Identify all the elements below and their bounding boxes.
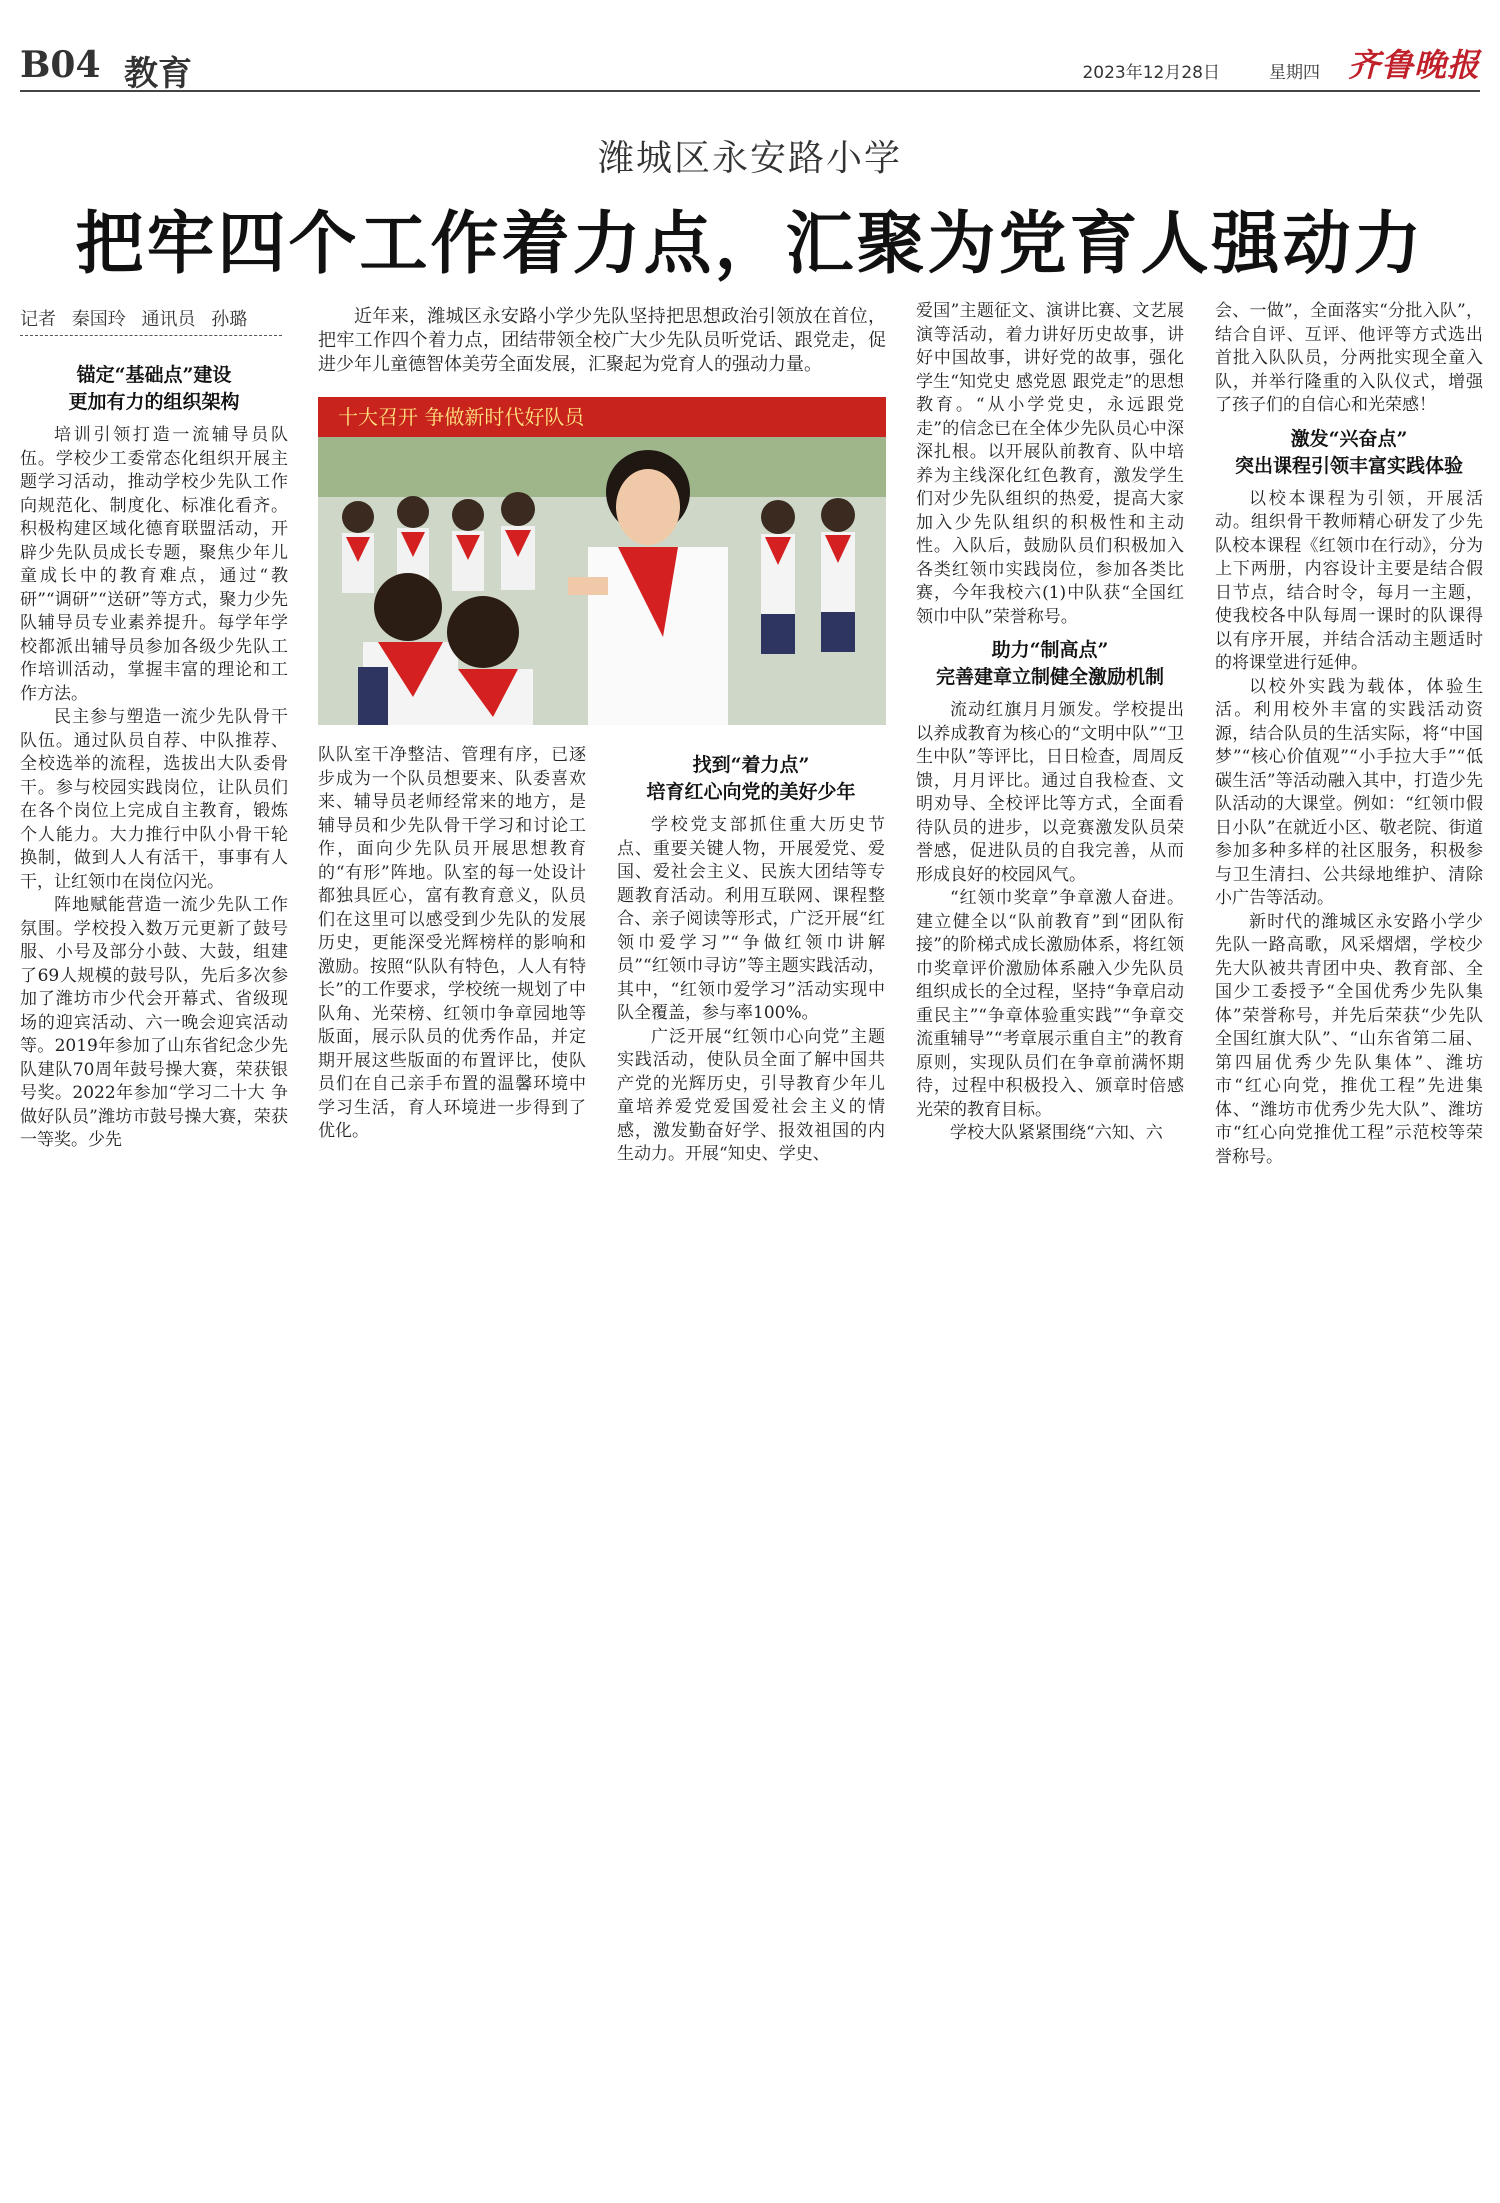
- section-heading-excitement: [1215, 426, 1483, 480]
- paragraph: 新时代的潍城区永安路小学少先队一路高歌，风采熠熠，学校少先大队被共青团中央、教育部、全国少工委授予“全国优秀少先队集体”荣誉称号，并先后荣获“少先队全国红旗大队”、“山东省第二届、第四届优秀少先队集体”、潍坊市“红心向党，推优工程”先进集体、“潍坊市优秀少先大队”、潍坊市“红心向党推优工程”示范校等荣誉称号。: [1215, 911, 1483, 1167]
- paragraph: 以校本课程为引领，开展活动。组织骨干教师精心研发了少先队校本课程《红领巾在行动》，分为上下两册，内容设计主要是结合假日节点，结合时令，每月一主题，使我校各中队每周一课时的队课得以有序开展，并结合活动主题适时的将课堂进行延伸。: [1215, 488, 1483, 673]
- article-lead: 近年来，潍城区永安路小学少先队坚持把思想政治引领放在首位，把牢工作四个着力点，团结带领全校广大少先队员听党话、跟党走，促进少年儿童德智体美劳全面发展，汇聚起为党育人的强动力量。: [318, 306, 886, 375]
- paragraph: 广泛开展“红领巾心向党”主题实践活动，使队员全面了解中国共产党的光辉历史，引导教育少年儿童培养爱党爱国爱社会主义的情感，激发勤奋好学、报效祖国的内生动力。开展“知史、学史、: [617, 1026, 885, 1164]
- paragraph: 培训引领打造一流辅导员队伍。学校少工委常态化组织开展主题学习活动，推动学校少先队工作向规范化、制度化、标准化看齐。积极构建区域化德育联盟活动，开辟少先队员成长专题，聚焦少年儿童成长中的教育难点，通过“教研”“调研”“送研”等方式，聚力少先队辅导员专业素养提升。每学年学校都派出辅导员参加各级少先队工作培训活动，掌握丰富的理论和工作方法。: [20, 425, 288, 704]
- column-4: [916, 300, 1184, 1146]
- paragraph: 学校党支部抓住重大历史节点、重要关键人物，开展爱党、爱国、爱社会主义、民族大团结等专题教育活动。利用互联网、课程整合、亲子阅读等形式，广泛开展“红领巾爱学习”“争做红领巾讲解员”“红领巾寻访”等主题实践活动，其中，“红领巾爱学习”活动实现中队全覆盖，参与率100%。: [617, 815, 885, 1023]
- paragraph: 爱国”主题征文、演讲比赛、文艺展演等活动，着力讲好历史故事，讲好中国故事，讲好党的故事，强化学生“知党史 感党恩 跟党走”的思想教育。“从小学党史，永远跟党走”的信念已在全体少先队员心中深深扎根。以开展队前教育、队中培养为主线深化红色教育，激发学生们对少先队组织的热爱，提高大家加入少先队组织的积极性和主动性。入队后，鼓励队员们积极加入各类红领巾实践岗位，参加各类比赛，今年我校六(1)中队获“全国红领巾中队”荣誉称号。: [916, 301, 1184, 627]
- heading-line-1: 锚定“基础点”建设: [76, 364, 232, 386]
- photo-illustration: [318, 397, 886, 725]
- article-headline: 把牢四个工作着力点，汇聚为党育人强动力: [75, 204, 1425, 284]
- paragraph: 阵地赋能营造一流少先队工作氛围。学校投入数万元更新了鼓号服、小号及部分小鼓、大鼓，组建了69人规模的鼓号队，先后多次参加了潍坊市少代会开幕式、省级现场的迎宾活动、六一晚会迎宾活动等。2019年参加了山东省纪念少先队建队70周年鼓号操大赛，荣获银号奖。2022年参加“学习二十大 争做好队员”潍坊市鼓号操大赛，荣获一等奖。少先: [20, 895, 288, 1150]
- section-heading-foundation: [20, 362, 288, 416]
- issue-date: 2023年12月28日: [1082, 63, 1220, 83]
- page-number: B04: [20, 44, 101, 86]
- column-3: [617, 744, 885, 1167]
- byline-role-correspondent: 通讯员: [141, 309, 196, 330]
- paragraph: “红领巾奖章”争章激人奋进。建立健全以“队前教育”到“团队衔接”的阶梯式成长激励体系，将红领巾奖章评价激励体系融入少先队员组织成长的全过程，坚持“争章启动重民主”“争章体验重实践”“争章交流重辅导”“考章展示重自主”的教育原则，实现队员们在争章前满怀期待，过程中积极投入、颁章时倍感光荣的教育目标。: [916, 888, 1184, 1120]
- paragraph: 民主参与塑造一流少先队骨干队伍。通过队员自荐、中队推荐、全校选举的流程，选拔出大队委骨干。参与校园实践岗位，让队员们在各个岗位上完成自主教育，锻炼个人能力。大力推行中队小骨干轮换制，做到人人有活干，事事有人干，让红领巾在岗位闪光。: [20, 707, 288, 892]
- article-subtitle: 潍城区永安路小学: [597, 138, 902, 179]
- byline: [20, 305, 282, 336]
- issue-weekday: 星期四: [1269, 63, 1320, 83]
- heading-line-1: 找到“着力点”: [692, 754, 810, 776]
- heading-line-2: 培育红心向党的美好少年: [646, 781, 856, 803]
- heading-line-1: 激发“兴奋点”: [1290, 427, 1408, 450]
- page-header: [20, 40, 1480, 92]
- heading-line-1: 助力“制高点”: [991, 639, 1109, 661]
- paragraph: 以校外实践为载体，体验生活。利用校外丰富的实践活动资源，结合队员的生活实际，将“中国梦”“核心价值观”“小手拉大手”“低碳生活”等活动融入其中，打造少先队活动的大课堂。例如：“红领巾假日小队”在就近小区、敬老院、街道参加多种多样的社区服务，积极参与卫生清扫、公共绿地维护、清除小广告等活动。: [1215, 676, 1483, 908]
- section-name: 教育: [124, 54, 192, 94]
- paragraph: 学校大队紧紧围绕“六知、六: [950, 1123, 1163, 1143]
- heading-line-2: 更加有力的组织架构: [68, 391, 240, 413]
- paragraph: 流动红旗月月颁发。学校提出以养成教育为核心的“文明中队”“卫生中队”等评比，日日检查，周周反馈，月月评比。通过自我检查、文明劝导、全校评比等方式，全面看待队员的进步，以竞赛激发队员荣誉感，促进队员的自我完善，从而形成良好的校园风气。: [916, 700, 1184, 885]
- paragraph: 会、一做”，全面落实“分批入队”，结合自评、互评、他评等方式选出首批入队队员，分两批实现全童入队，并举行隆重的入队仪式，增强了孩子们的自信心和光荣感！: [1215, 301, 1483, 415]
- column-2: [318, 744, 586, 1144]
- byline-correspondent-name: 孙璐: [211, 309, 248, 330]
- heading-line-2: 突出课程引领丰富实践体验: [1234, 454, 1463, 477]
- byline-reporter-name: 秦国玲: [71, 309, 126, 330]
- newspaper-logo: 齐鲁晚报: [1347, 46, 1480, 84]
- column-5: [1215, 300, 1483, 1169]
- section-heading-peak: [916, 637, 1184, 691]
- heading-line-2: 完善建章立制健全激励机制: [935, 666, 1164, 688]
- byline-role-reporter: 记者: [20, 309, 56, 330]
- column-1: [20, 354, 288, 1153]
- article-photo: [318, 397, 886, 725]
- photo-banner-text: 十大召开 争做新时代好队员: [338, 405, 585, 429]
- paragraph: 队队室干净整洁、管理有序，已逐步成为一个队员想要来、队委喜欢来、辅导员老师经常来的地方，是辅导员和少先队骨干学习和讨论工作，面向少先队员开展思想教育的“有形”阵地。队室的每一处设计都独具匠心，富有教育意义，队员们在这里可以感受到少先队的发展历史，更能深受光辉榜样的影响和激励。按照“队队有特色，人人有特长”的工作要求，学校统一规划了中队角、光荣榜、红领巾争章园地等版面，展示队员的优秀作品，并定期开展这些版面的布置评比，使队员们在自己亲手布置的温馨环境中学习生活，育人环境进一步得到了优化。: [318, 745, 586, 1141]
- section-heading-focus: [617, 752, 885, 806]
